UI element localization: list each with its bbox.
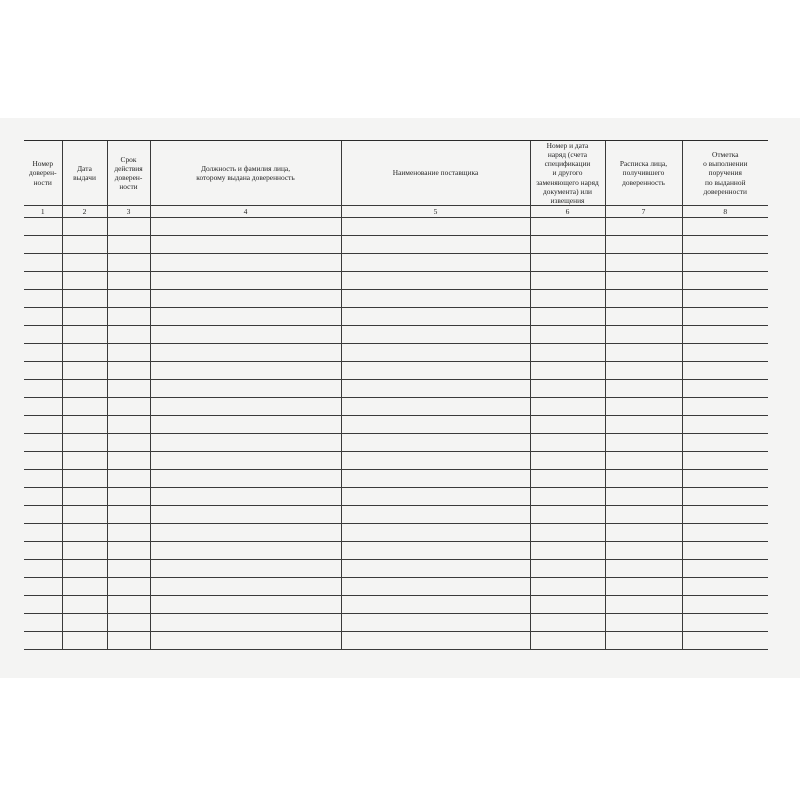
table-cell [682,506,768,524]
table-cell [530,218,605,236]
table-cell [150,344,341,362]
table-cell [107,596,150,614]
table-cell [150,452,341,470]
table-cell [62,578,107,596]
table-row [24,416,768,434]
table-cell [682,236,768,254]
table-cell [150,632,341,650]
table-cell [24,236,62,254]
header-proxy-number: Номер доверен- ности [24,141,62,206]
table-cell [24,560,62,578]
table-row [24,254,768,272]
table-cell [530,272,605,290]
table-cell [62,416,107,434]
table-cell [682,434,768,452]
table-cell [605,632,682,650]
table-cell [341,506,530,524]
table-cell [62,542,107,560]
table-cell [62,290,107,308]
table-cell [24,542,62,560]
table-cell [150,524,341,542]
column-number: 5 [341,206,530,218]
table-row [24,578,768,596]
table-cell [150,254,341,272]
table-cell [530,578,605,596]
table-cell [341,434,530,452]
table-cell [530,614,605,632]
table-cell [530,560,605,578]
table-cell [150,236,341,254]
header-validity-period: Срок действия доверен- ности [107,141,150,206]
table-cell [150,578,341,596]
table-cell [107,524,150,542]
table-cell [682,578,768,596]
table-cell [107,254,150,272]
table-cell [150,416,341,434]
header-issue-date: Дата выдачи [62,141,107,206]
table-cell [150,218,341,236]
table-cell [682,488,768,506]
table-cell [682,290,768,308]
table-cell [341,632,530,650]
table-cell [605,326,682,344]
table-cell [341,416,530,434]
table-cell [530,452,605,470]
table-cell [605,524,682,542]
table-cell [341,560,530,578]
table-cell [682,308,768,326]
table-cell [107,272,150,290]
table-cell [107,416,150,434]
table-row [24,488,768,506]
table-cell [24,218,62,236]
table-cell [341,218,530,236]
table-cell [24,344,62,362]
table-cell [605,470,682,488]
table-row [24,326,768,344]
table-cell [24,452,62,470]
column-number-row [24,206,768,218]
table-cell [62,398,107,416]
header-supplier-name: Наименование поставщика [341,141,530,206]
table-cell [24,596,62,614]
column-number: 2 [62,206,107,218]
column-number: 1 [24,206,62,218]
table-cell [530,362,605,380]
table-cell [150,542,341,560]
table-cell [341,326,530,344]
table-row [24,614,768,632]
table-row [24,452,768,470]
table-cell [62,596,107,614]
table-cell [62,218,107,236]
table-cell [24,398,62,416]
table-cell [62,326,107,344]
header-receipt-signature: Расписка лица, получившего доверенность [605,141,682,206]
table-cell [341,308,530,326]
table-cell [341,380,530,398]
table-cell [682,416,768,434]
table-row [24,290,768,308]
table-cell [530,416,605,434]
table-cell [341,272,530,290]
table-row [24,272,768,290]
table-cell [107,578,150,596]
table-cell [605,542,682,560]
table-row [24,308,768,326]
table-row [24,218,768,236]
table-cell [341,452,530,470]
table-cell [62,488,107,506]
table-cell [24,326,62,344]
table-cell [605,380,682,398]
table-cell [682,254,768,272]
table-cell [62,434,107,452]
table-cell [605,308,682,326]
table-cell [605,398,682,416]
table-cell [341,344,530,362]
table-cell [150,560,341,578]
table-cell [530,236,605,254]
table-cell [107,308,150,326]
table-cell [530,308,605,326]
table-row [24,524,768,542]
table-cell [341,470,530,488]
table-row [24,470,768,488]
table-cell [605,560,682,578]
table-cell [24,380,62,398]
table-cell [682,272,768,290]
table-cell [530,326,605,344]
table-row [24,596,768,614]
table-cell [341,290,530,308]
table-cell [24,272,62,290]
header-row [24,141,768,206]
table-row [24,236,768,254]
table-cell [530,398,605,416]
table-cell [62,272,107,290]
table-cell [605,452,682,470]
table-cell [530,254,605,272]
table-cell [107,452,150,470]
table-cell [150,506,341,524]
header-order-number-date: Номер и дата наряд (счета спецификации и другого заменяющего наряд документа) или извещения [530,141,605,206]
register-body [24,218,768,650]
table-cell [605,596,682,614]
table-cell [150,380,341,398]
table-cell [150,272,341,290]
table-row [24,362,768,380]
table-cell [605,362,682,380]
table-cell [341,398,530,416]
table-cell [62,560,107,578]
table-cell [682,632,768,650]
table-cell [24,254,62,272]
table-cell [150,488,341,506]
table-cell [62,308,107,326]
table-cell [24,290,62,308]
table-cell [530,524,605,542]
table-cell [62,506,107,524]
table-cell [24,632,62,650]
table-cell [682,560,768,578]
table-cell [62,614,107,632]
table-cell [150,398,341,416]
table-cell [605,506,682,524]
table-cell [150,326,341,344]
table-cell [341,614,530,632]
table-cell [682,524,768,542]
table-cell [530,434,605,452]
table-cell [150,308,341,326]
column-number: 6 [530,206,605,218]
table-row [24,560,768,578]
table-cell [150,596,341,614]
table-cell [150,434,341,452]
table-cell [107,326,150,344]
table-cell [150,362,341,380]
table-cell [107,506,150,524]
table-row [24,398,768,416]
table-cell [62,632,107,650]
table-cell [107,290,150,308]
table-cell [682,452,768,470]
table-cell [107,380,150,398]
table-cell [530,470,605,488]
header-position-and-name: Должность и фамилия лица, которому выдана доверенность [150,141,341,206]
table-cell [530,506,605,524]
table-row [24,434,768,452]
column-number: 3 [107,206,150,218]
table-cell [24,524,62,542]
table-row [24,632,768,650]
table-cell [150,470,341,488]
table-cell [341,596,530,614]
table-cell [150,614,341,632]
table-cell [24,506,62,524]
table-cell [341,488,530,506]
table-row [24,506,768,524]
column-number: 7 [605,206,682,218]
table-cell [341,578,530,596]
table-cell [341,362,530,380]
table-cell [107,434,150,452]
table-cell [62,362,107,380]
table-cell [150,290,341,308]
table-cell [682,614,768,632]
table-cell [530,596,605,614]
table-cell [682,398,768,416]
table-cell [682,380,768,398]
table-cell [24,470,62,488]
table-cell [682,470,768,488]
table-cell [341,254,530,272]
table-cell [62,344,107,362]
table-cell [605,434,682,452]
table-cell [605,488,682,506]
table-cell [24,308,62,326]
table-cell [24,416,62,434]
table-cell [62,470,107,488]
header-fulfillment-mark: Отметка о выполнении поручения по выданной доверенности [682,141,768,206]
table-cell [107,560,150,578]
table-row [24,542,768,560]
table-cell [24,578,62,596]
table-cell [341,542,530,560]
table-cell [530,632,605,650]
table-cell [107,344,150,362]
table-row [24,380,768,398]
table-cell [62,380,107,398]
table-cell [107,362,150,380]
table-cell [530,542,605,560]
table-cell [682,362,768,380]
table-cell [682,596,768,614]
table-cell [682,542,768,560]
table-cell [605,236,682,254]
table-cell [530,290,605,308]
table-cell [605,578,682,596]
table-cell [107,398,150,416]
table-cell [682,326,768,344]
table-cell [107,542,150,560]
proxy-register-table [24,140,768,650]
column-number: 4 [150,206,341,218]
table-cell [605,290,682,308]
table-cell [605,614,682,632]
table-cell [107,488,150,506]
table-cell [107,632,150,650]
table-cell [107,218,150,236]
table-cell [107,236,150,254]
table-cell [62,452,107,470]
table-cell [605,344,682,362]
table-cell [107,470,150,488]
table-cell [530,344,605,362]
table-cell [530,488,605,506]
table-cell [24,488,62,506]
table-cell [605,254,682,272]
table-cell [341,236,530,254]
table-cell [605,272,682,290]
table-cell [682,344,768,362]
table-cell [24,614,62,632]
table-cell [24,362,62,380]
table-cell [24,434,62,452]
table-cell [107,614,150,632]
table-cell [605,218,682,236]
column-number: 8 [682,206,768,218]
table-cell [62,236,107,254]
table-cell [341,524,530,542]
table-cell [62,254,107,272]
table-row [24,344,768,362]
table-cell [605,416,682,434]
table-cell [62,524,107,542]
table-cell [682,218,768,236]
table-cell [530,380,605,398]
